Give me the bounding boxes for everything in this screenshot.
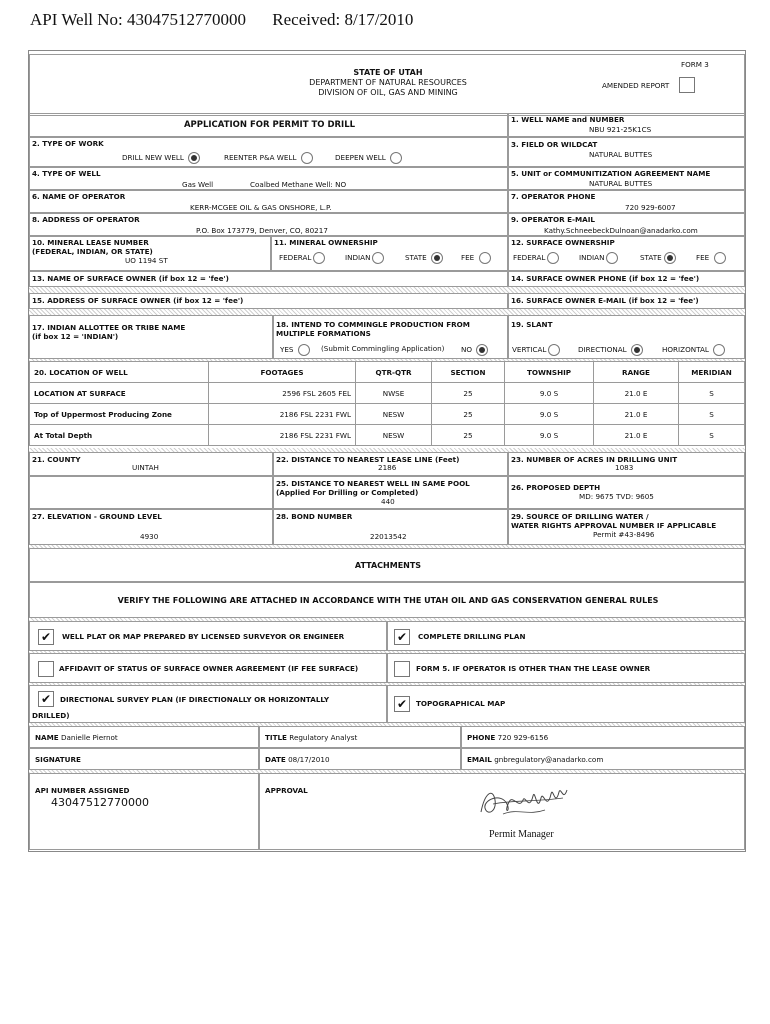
meridian-cell: S bbox=[679, 425, 745, 446]
qtr-qtr-header: QTR-QTR bbox=[356, 362, 432, 383]
division-title: DIVISION OF OIL, GAS AND MINING bbox=[318, 88, 458, 97]
meridian-cell: S bbox=[679, 383, 745, 404]
field-29-sublabel: WATER RIGHTS APPROVAL NUMBER IF APPLICABLE bbox=[511, 521, 717, 530]
mineral-indian[interactable] bbox=[345, 252, 384, 264]
meridian-cell: S bbox=[679, 404, 745, 425]
field-5-label: 5. UNIT or COMMUNITIZATION AGREEMENT NAME bbox=[511, 169, 711, 178]
surface-federal[interactable] bbox=[513, 252, 559, 264]
deepen-radio[interactable] bbox=[390, 152, 402, 164]
affidavit-label: AFFIDAVIT OF STATUS OF SURFACE OWNER AGREEMENT (IF FEE SURFACE) bbox=[59, 664, 359, 673]
application-title: APPLICATION FOR PERMIT TO DRILL bbox=[183, 120, 356, 130]
surface-federal-radio[interactable] bbox=[547, 252, 559, 264]
field-2-label: 2. TYPE OF WORK bbox=[32, 139, 104, 148]
field-23-box bbox=[508, 452, 745, 476]
field-3-box bbox=[508, 137, 745, 167]
name-box bbox=[29, 726, 259, 748]
permit-form bbox=[28, 50, 746, 852]
slant-horizontal[interactable] bbox=[662, 344, 725, 356]
field-25-label: 25. DISTANCE TO NEAREST WELL IN SAME POOL bbox=[276, 479, 470, 488]
table-row bbox=[30, 404, 745, 425]
signature-label: SIGNATURE bbox=[35, 755, 81, 764]
field-25-sublabel: (Applied For Drilling or Completed) bbox=[276, 488, 419, 497]
well-plat-label: WELL PLAT OR MAP PREPARED BY LICENSED SURVEYOR OR ENGINEER bbox=[62, 632, 345, 641]
phone-field bbox=[467, 733, 548, 742]
surface-indian-radio[interactable] bbox=[606, 252, 618, 264]
coalbed-value: Coalbed Methane Well: NO bbox=[250, 180, 347, 189]
approval-box bbox=[259, 773, 745, 850]
approval-label: APPROVAL bbox=[265, 786, 308, 795]
commingle-no-radio[interactable] bbox=[476, 344, 488, 356]
affidavit-checkbox[interactable] bbox=[38, 661, 54, 677]
operator-address: P.O. Box 173779, Denver, CO, 80217 bbox=[196, 226, 328, 235]
directional-survey-checkbox[interactable]: ✔ bbox=[38, 691, 54, 707]
drill-new-well-label: DRILL NEW WELL bbox=[122, 153, 184, 162]
row-label: LOCATION AT SURFACE bbox=[30, 383, 209, 404]
drilling-plan-checkbox[interactable]: ✔ bbox=[394, 629, 410, 645]
page-header bbox=[30, 10, 435, 30]
field-8-label: 8. ADDRESS OF OPERATOR bbox=[32, 215, 140, 224]
field-8-box bbox=[29, 213, 508, 236]
field-22-label: 22. DISTANCE TO NEAREST LEASE LINE (Feet) bbox=[276, 455, 460, 464]
lease-number: UO 1194 ST bbox=[125, 256, 168, 265]
email-label: EMAIL bbox=[467, 755, 492, 764]
field-15-box bbox=[29, 293, 508, 309]
field-22-box bbox=[273, 452, 508, 476]
slant-directional[interactable] bbox=[578, 344, 643, 356]
field-19-label: 19. SLANT bbox=[511, 320, 553, 329]
date-value: 08/17/2010 bbox=[288, 755, 330, 764]
section-cell: 25 bbox=[432, 383, 505, 404]
field-14-box bbox=[508, 271, 745, 287]
field-9-label: 9. OPERATOR E-MAIL bbox=[511, 215, 595, 224]
field-12-box bbox=[508, 236, 745, 271]
township-cell: 9.0 S bbox=[505, 425, 594, 446]
form5-checkbox[interactable] bbox=[394, 661, 410, 677]
field-29-label: 29. SOURCE OF DRILLING WATER / bbox=[511, 512, 649, 521]
date-box bbox=[259, 748, 461, 770]
title-field bbox=[265, 733, 357, 742]
footages-header: FOOTAGES bbox=[209, 362, 356, 383]
field-4-label: 4. TYPE OF WELL bbox=[32, 169, 101, 178]
county-value: UINTAH bbox=[132, 463, 159, 472]
mineral-federal[interactable] bbox=[279, 252, 325, 264]
api-well-number: API Well No: 43047512770000 bbox=[30, 10, 247, 29]
api-number-box bbox=[29, 773, 259, 850]
field-11-box bbox=[271, 236, 508, 271]
commingle-no-label: NO bbox=[461, 345, 473, 354]
surface-federal-label: FEDERAL bbox=[513, 253, 546, 262]
verify-text: VERIFY THE FOLLOWING ARE ATTACHED IN ACCORDANCE WITH THE UTAH OIL AND GAS CONSERVATION GENERAL RULES bbox=[117, 596, 659, 605]
reenter-label: REENTER P&A WELL bbox=[224, 153, 297, 162]
row-label: At Total Depth bbox=[30, 425, 209, 446]
mineral-state-radio[interactable] bbox=[431, 252, 443, 264]
water-permit: Permit #43-8496 bbox=[593, 530, 655, 539]
slant-vertical-radio[interactable] bbox=[548, 344, 560, 356]
location-table bbox=[29, 361, 745, 446]
name-label: NAME bbox=[35, 733, 59, 742]
field-19-box bbox=[508, 315, 745, 359]
title-box bbox=[259, 726, 461, 748]
nearest-well-distance: 440 bbox=[381, 497, 395, 506]
amended-report-label: AMENDED REPORT bbox=[602, 81, 670, 90]
amended-report-checkbox[interactable] bbox=[679, 77, 695, 93]
field-3-label: 3. FIELD OR WILDCAT bbox=[511, 140, 598, 149]
name-field bbox=[35, 733, 118, 742]
attachment-well-plat bbox=[29, 621, 387, 651]
field-10-box bbox=[29, 236, 271, 271]
field-26-box bbox=[508, 476, 745, 509]
footages-cell: 2596 FSL 2605 FEL bbox=[209, 383, 356, 404]
commingle-yes[interactable] bbox=[280, 344, 310, 356]
signature-box bbox=[29, 748, 259, 770]
field-25-box bbox=[273, 476, 508, 509]
mineral-federal-radio[interactable] bbox=[313, 252, 325, 264]
surface-indian[interactable] bbox=[579, 252, 618, 264]
attachment-topo-map bbox=[387, 685, 745, 723]
footages-cell: 2186 FSL 2231 FWL bbox=[209, 425, 356, 446]
mineral-fee[interactable] bbox=[461, 252, 491, 264]
email-field bbox=[467, 755, 603, 764]
approval-signature bbox=[473, 782, 583, 820]
commingle-note: (Submit Commingling Application) bbox=[321, 344, 445, 353]
field-17-box bbox=[29, 315, 273, 359]
field-18-label: 18. INTEND TO COMMINGLE PRODUCTION FROM bbox=[276, 320, 470, 329]
township-header: TOWNSHIP bbox=[505, 362, 594, 383]
section-cell: 25 bbox=[432, 425, 505, 446]
verify-box bbox=[29, 582, 745, 618]
field-27-box bbox=[29, 509, 273, 545]
surface-fee[interactable] bbox=[696, 252, 726, 264]
field-18-box bbox=[273, 315, 508, 359]
date-field bbox=[265, 755, 330, 764]
field-6-box bbox=[29, 190, 508, 213]
surface-indian-label: INDIAN bbox=[579, 253, 605, 262]
well-name-value: NBU 921-25K1CS bbox=[589, 125, 652, 134]
mineral-fee-label: FEE bbox=[461, 253, 475, 262]
location-header: 20. LOCATION OF WELL bbox=[30, 362, 209, 383]
topo-map-label: TOPOGRAPHICAL MAP bbox=[416, 699, 506, 708]
attachment-drilling-plan bbox=[387, 621, 745, 651]
mineral-indian-radio[interactable] bbox=[372, 252, 384, 264]
mineral-state[interactable] bbox=[405, 252, 443, 264]
slant-horizontal-radio[interactable] bbox=[713, 344, 725, 356]
commingle-yes-radio[interactable] bbox=[298, 344, 310, 356]
blank-box bbox=[29, 476, 273, 509]
deepen-label: DEEPEN WELL bbox=[335, 153, 386, 162]
operator-name: KERR-MCGEE OIL & GAS ONSHORE, L.P. bbox=[190, 203, 332, 212]
reenter-option[interactable] bbox=[224, 152, 313, 164]
field-5-box bbox=[508, 167, 745, 190]
footages-cell: 2186 FSL 2231 FWL bbox=[209, 404, 356, 425]
qtr-qtr-cell: NESW bbox=[356, 425, 432, 446]
date-label: DATE bbox=[265, 755, 286, 764]
slant-directional-radio[interactable] bbox=[631, 344, 643, 356]
deepen-option[interactable] bbox=[335, 152, 402, 164]
field-17-sublabel: (if box 12 = 'INDIAN') bbox=[32, 332, 119, 341]
field-13-label: 13. NAME OF SURFACE OWNER (if box 12 = 'fee') bbox=[32, 274, 229, 283]
field-21-label: 21. COUNTY bbox=[32, 455, 81, 464]
operator-email: Kathy.SchneebeckDulnoan@anadarko.com bbox=[544, 226, 698, 235]
phone-label: PHONE bbox=[467, 733, 496, 742]
field-value: NATURAL BUTTES bbox=[589, 150, 653, 159]
mineral-fee-radio[interactable] bbox=[479, 252, 491, 264]
surface-state-radio[interactable] bbox=[664, 252, 676, 264]
proposed-depth: MD: 9675 TVD: 9605 bbox=[579, 492, 654, 501]
form-number: FORM 3 bbox=[681, 60, 709, 69]
slant-directional-label: DIRECTIONAL bbox=[578, 345, 627, 354]
drill-new-well-option[interactable] bbox=[122, 152, 200, 164]
drill-new-well-radio[interactable] bbox=[188, 152, 200, 164]
field-27-label: 27. ELEVATION - GROUND LEVEL bbox=[32, 512, 162, 521]
form5-label: FORM 5. IF OPERATOR IS OTHER THAN THE LEASE OWNER bbox=[416, 664, 651, 673]
meridian-header: MERIDIAN bbox=[679, 362, 745, 383]
range-cell: 21.0 E bbox=[594, 383, 679, 404]
table-row bbox=[30, 383, 745, 404]
qtr-qtr-cell: NWSE bbox=[356, 383, 432, 404]
application-title-box bbox=[29, 113, 508, 137]
field-10-label: 10. MINERAL LEASE NUMBER bbox=[32, 238, 149, 247]
slant-vertical-label: VERTICAL bbox=[512, 345, 547, 354]
field-13-box bbox=[29, 271, 508, 287]
state-title: STATE OF UTAH bbox=[353, 68, 423, 77]
email-value: gnbregulatory@anadarko.com bbox=[494, 755, 604, 764]
range-cell: 21.0 E bbox=[594, 425, 679, 446]
surface-state[interactable] bbox=[640, 252, 676, 264]
commingle-yes-label: YES bbox=[280, 345, 294, 354]
api-number-label: API NUMBER ASSIGNED bbox=[35, 786, 130, 795]
well-type-value: Gas Well bbox=[182, 180, 214, 189]
mineral-state-label: STATE bbox=[405, 253, 427, 262]
reenter-radio[interactable] bbox=[301, 152, 313, 164]
field-16-box bbox=[508, 293, 745, 309]
field-12-label: 12. SURFACE OWNERSHIP bbox=[511, 238, 615, 247]
field-15-label: 15. ADDRESS OF SURFACE OWNER (if box 12 = 'fee') bbox=[32, 296, 244, 305]
directional-survey-label: DIRECTIONAL SURVEY PLAN (IF DIRECTIONALLY OR HORIZONTALLY bbox=[60, 695, 330, 704]
phone-box bbox=[461, 726, 745, 748]
lease-line-distance: 2186 bbox=[378, 463, 397, 472]
field-10-sublabel: (FEDERAL, INDIAN, OR STATE) bbox=[32, 247, 153, 256]
field-29-box bbox=[508, 509, 745, 545]
field-18-sublabel: MULTIPLE FORMATIONS bbox=[276, 329, 371, 338]
field-17-label: 17. INDIAN ALLOTTEE OR TRIBE NAME bbox=[32, 323, 186, 332]
attachment-directional-survey bbox=[29, 685, 387, 723]
section-cell: 25 bbox=[432, 404, 505, 425]
slant-horizontal-label: HORIZONTAL bbox=[662, 345, 709, 354]
field-21-box bbox=[29, 452, 273, 476]
field-1-label: 1. WELL NAME and NUMBER bbox=[511, 115, 625, 124]
field-28-box bbox=[273, 509, 508, 545]
directional-survey-label-cont: DRILLED) bbox=[32, 711, 70, 720]
topo-map-checkbox[interactable]: ✔ bbox=[394, 696, 410, 712]
row-label: Top of Uppermost Producing Zone bbox=[30, 404, 209, 425]
well-plat-checkbox[interactable]: ✔ bbox=[38, 629, 54, 645]
permit-manager-label: Permit Manager bbox=[489, 829, 554, 840]
field-2-box bbox=[29, 137, 508, 167]
attachment-form5 bbox=[387, 653, 745, 683]
surface-fee-radio[interactable] bbox=[714, 252, 726, 264]
township-cell: 9.0 S bbox=[505, 404, 594, 425]
slant-vertical[interactable] bbox=[512, 344, 560, 356]
section-header: SECTION bbox=[432, 362, 505, 383]
range-cell: 21.0 E bbox=[594, 404, 679, 425]
received-date: Received: 8/17/2010 bbox=[272, 10, 414, 29]
mineral-federal-label: FEDERAL bbox=[279, 253, 312, 262]
bond-number: 22013542 bbox=[370, 532, 407, 541]
field-28-label: 28. BOND NUMBER bbox=[276, 512, 353, 521]
elevation-value: 4930 bbox=[140, 532, 159, 541]
qtr-qtr-cell: NESW bbox=[356, 404, 432, 425]
department-title: DEPARTMENT OF NATURAL RESOURCES bbox=[309, 78, 467, 87]
operator-phone: 720 929-6007 bbox=[625, 203, 676, 212]
attachment-affidavit bbox=[29, 653, 387, 683]
township-cell: 9.0 S bbox=[505, 383, 594, 404]
phone-value: 720 929-6156 bbox=[497, 733, 549, 742]
drilling-plan-label: COMPLETE DRILLING PLAN bbox=[418, 632, 526, 641]
title-block bbox=[29, 54, 745, 116]
field-11-label: 11. MINERAL OWNERSHIP bbox=[274, 238, 378, 247]
field-23-label: 23. NUMBER OF ACRES IN DRILLING UNIT bbox=[511, 455, 678, 464]
api-number-value: 43047512770000 bbox=[51, 796, 149, 809]
title-label: TITLE bbox=[265, 733, 287, 742]
name-value: Danielle Piernot bbox=[60, 733, 118, 742]
range-header: RANGE bbox=[594, 362, 679, 383]
field-7-label: 7. OPERATOR PHONE bbox=[511, 192, 596, 201]
surface-fee-label: FEE bbox=[696, 253, 710, 262]
field-1-box bbox=[508, 113, 745, 137]
unit-value: NATURAL BUTTES bbox=[589, 179, 653, 188]
title-value: Regulatory Analyst bbox=[289, 733, 358, 742]
field-26-label: 26. PROPOSED DEPTH bbox=[511, 483, 601, 492]
field-4-box bbox=[29, 167, 508, 190]
field-14-label: 14. SURFACE OWNER PHONE (if box 12 = 'fee') bbox=[511, 274, 700, 283]
attachments-title: ATTACHMENTS bbox=[354, 561, 422, 570]
field-7-box bbox=[508, 190, 745, 213]
location-header-row bbox=[30, 362, 745, 383]
email-box bbox=[461, 748, 745, 770]
mineral-indian-label: INDIAN bbox=[345, 253, 371, 262]
field-6-label: 6. NAME OF OPERATOR bbox=[32, 192, 126, 201]
field-16-label: 16. SURFACE OWNER E-MAIL (if box 12 = 'fee') bbox=[511, 296, 699, 305]
field-9-box bbox=[508, 213, 745, 236]
attachments-box bbox=[29, 548, 745, 582]
commingle-no[interactable] bbox=[461, 344, 488, 356]
acres-value: 1083 bbox=[615, 463, 634, 472]
table-row bbox=[30, 425, 745, 446]
surface-state-label: STATE bbox=[640, 253, 662, 262]
